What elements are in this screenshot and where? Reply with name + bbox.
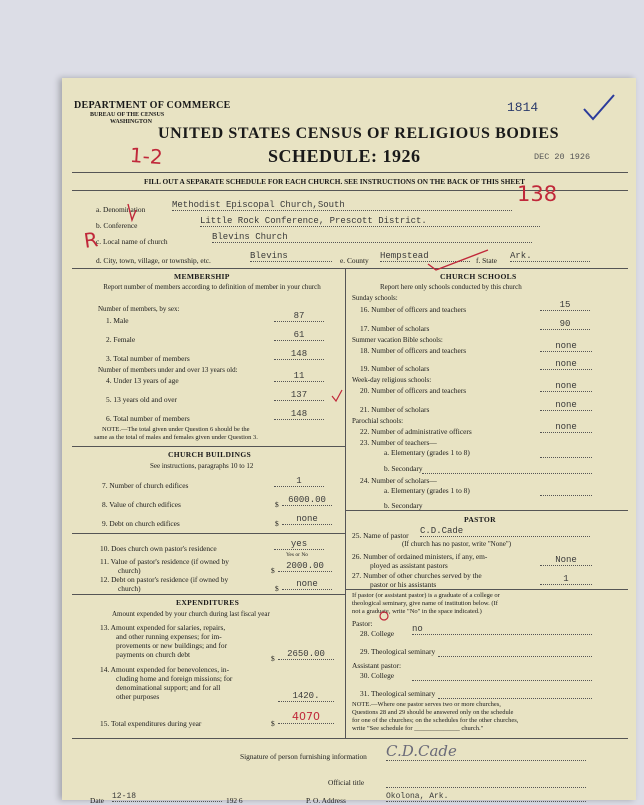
q11-value: 2000.00 <box>278 561 332 572</box>
q28-value: no <box>412 624 592 635</box>
date-value: 12-18 <box>112 792 222 802</box>
q23b-label: b. Secondary <box>384 464 423 473</box>
check-mark-icon <box>582 93 616 123</box>
pastor-heading: PASTOR <box>464 515 496 524</box>
q12-label-a: 12. Debt on pastor's residence (if owned by <box>100 575 229 584</box>
po-address-value: Okolona, Ark. <box>386 792 586 802</box>
q24a-label: a. Elementary (grades 1 to 8) <box>384 486 470 495</box>
membership-note-2: same as the total of males and females given under Question 3. <box>94 434 258 441</box>
conference-value: Little Rock Conference, Prescott District. <box>200 216 540 227</box>
membership-heading: MEMBERSHIP <box>174 272 230 281</box>
q26-label-a: 26. Number of ordained ministers, if any, em- <box>352 552 488 561</box>
q23a-blank <box>540 450 592 458</box>
buildings-sub: See instructions, paragraphs 10 to 12 <box>150 462 254 470</box>
q16-value: 15 <box>540 300 590 311</box>
assistant-label: Assistant pastor: <box>352 661 402 670</box>
q6-value: 148 <box>274 409 324 420</box>
q9-dollar: $ <box>275 519 279 528</box>
yes-no-caption: Yes or No <box>286 552 309 558</box>
q21-value: none <box>540 400 592 411</box>
city-town-value: Blevins <box>250 251 332 262</box>
q4-value: 11 <box>274 371 324 382</box>
local-name-label: c. Local name of church <box>96 237 168 246</box>
q2-label: 2. Female <box>106 335 136 344</box>
q17-value: 90 <box>540 319 590 330</box>
pastor-sub-label: Pastor: <box>352 619 373 628</box>
q14-label: 14. Amount expended for benevolences, in- cluding home and foreign missions; for denominational support; and for all other purposes <box>100 665 233 701</box>
denomination-label: a. Denomination <box>96 205 146 214</box>
q20-value: none <box>540 381 592 392</box>
q15-value: 4070 <box>278 710 334 724</box>
q23b-blank <box>422 466 592 474</box>
q10-value: yes <box>274 539 324 550</box>
state-value: Ark. <box>510 251 590 262</box>
college-note: If pastor (or assistant pastor) is a graduate of a college or theological seminary, give name of institution below. (If not a graduate, write "No" in the space indicated.) <box>352 592 500 615</box>
by-sex-label: Number of members, by sex: <box>98 305 180 313</box>
q25-value: C.D.Cade <box>420 526 590 537</box>
red-circle-mark <box>378 610 390 622</box>
q11-dollar: $ <box>271 566 275 575</box>
q24-label: 24. Number of scholars— <box>360 476 437 485</box>
red-mark: 1-2 <box>129 142 164 170</box>
q12-label-b: church) <box>118 584 141 593</box>
q25-note: (If church has no pastor, write "None") <box>402 540 512 548</box>
q29-label: 29. Theological seminary <box>360 647 436 656</box>
q26-label-b: ployed as assistant pastors <box>370 561 448 570</box>
q9-value: none <box>282 514 332 525</box>
q1-value: 87 <box>274 311 324 322</box>
year-value: 192 6 <box>226 796 243 805</box>
q30-label: 30. College <box>360 671 395 680</box>
conference-label: b. Conference <box>96 221 138 230</box>
schedule-title: SCHEDULE: 1926 <box>268 146 421 166</box>
expenditures-heading: EXPENDITURES <box>176 598 240 607</box>
q23a-label: a. Elementary (grades 1 to 8) <box>384 448 470 457</box>
q22-value: none <box>540 422 592 433</box>
form-title: UNITED STATES CENSUS OF RELIGIOUS BODIES <box>158 125 560 142</box>
q15-label: 15. Total expenditures during year <box>100 719 202 728</box>
q19-label: 19. Number of scholars <box>360 364 430 373</box>
q16-label: 16. Number of officers and teachers <box>360 305 467 314</box>
q31-label: 31. Theological seminary <box>360 689 436 698</box>
sunday-label: Sunday schools: <box>352 294 398 302</box>
red-number: 138 <box>517 182 558 206</box>
q19-value: none <box>540 359 592 370</box>
q23-label: 23. Number of teachers— <box>360 438 437 447</box>
county-value: Hempstead <box>380 251 470 262</box>
bureau-label: BUREAU OF THE CENSUS <box>90 112 165 118</box>
q28-label: 28. College <box>360 629 395 638</box>
q11-label-b: church) <box>118 566 141 575</box>
q14-value: 1420. <box>278 691 334 702</box>
instruction-line: FILL OUT A SEPARATE SCHEDULE FOR EACH CHURCH. SEE INSTRUCTIONS ON THE BACK OF THIS SHEET <box>144 177 526 186</box>
q22-label: 22. Number of administrative officers <box>360 427 472 436</box>
q27-value: 1 <box>540 574 592 585</box>
q3-value: 148 <box>274 349 324 360</box>
q8-label: 8. Value of church edifices <box>102 500 181 509</box>
red-tick-mark <box>126 202 138 224</box>
q31-blank <box>438 691 592 699</box>
age-label: Number of members under and over 13 years old: <box>98 366 238 374</box>
q30-blank <box>412 673 592 681</box>
q21-label: 21. Number of scholars <box>360 405 430 414</box>
q15-dollar: $ <box>271 719 275 728</box>
q26-value: None <box>540 555 592 566</box>
q12-dollar: $ <box>275 584 279 593</box>
q20-label: 20. Number of officers and teachers <box>360 386 467 395</box>
dept-label: DEPARTMENT OF COMMERCE <box>74 100 231 111</box>
q5-value: 137 <box>274 390 324 401</box>
parochial-label: Parochial schools: <box>352 417 404 425</box>
expenditures-sub: Amount expended by your church during last fiscal year <box>112 610 270 618</box>
city-label: WASHINGTON <box>110 119 152 125</box>
q25-label: 25. Name of pastor <box>352 531 409 540</box>
date-stamp: DEC 20 1926 <box>534 152 591 162</box>
q24a-blank <box>540 488 592 496</box>
date-label: Date <box>90 796 104 805</box>
official-title-label: Official title <box>328 778 365 787</box>
q13-label: 13. Amount expended for salaries, repairs, and other running expenses; for im- provements or new buildings; and for payments on church debt <box>100 623 228 659</box>
q5-label: 5. 13 years old and over <box>106 395 178 404</box>
q10-label: 10. Does church own pastor's residence <box>100 544 217 553</box>
q6-label: 6. Total number of members <box>106 414 190 423</box>
q1-label: 1. Male <box>106 316 129 325</box>
q18-label: 18. Number of officers and teachers <box>360 346 467 355</box>
schools-heading: CHURCH SCHOOLS <box>440 272 517 281</box>
q27-label-a: 27. Number of other churches served by the <box>352 571 482 580</box>
red-check-mark <box>422 246 492 274</box>
q3-label: 3. Total number of members <box>106 354 190 363</box>
q4-label: 4. Under 13 years of age <box>106 376 179 385</box>
q12-value: none <box>282 579 332 590</box>
membership-note-1: NOTE.—The total given under Question 6 should be the <box>102 426 250 433</box>
q29-blank <box>438 649 592 657</box>
census-schedule-paper <box>62 78 636 805</box>
state-label: f. State <box>476 256 497 265</box>
q27-label-b: pastor or his assistants <box>370 580 437 589</box>
po-address-label: P. O. Address <box>306 796 346 805</box>
buildings-heading: CHURCH BUILDINGS <box>168 450 252 459</box>
q9-label: 9. Debt on church edifices <box>102 519 180 528</box>
q13-value: 2650.00 <box>278 649 334 660</box>
pastor-note: NOTE.—Where one pastor serves two or more churches, Questions 28 and 29 should be answered only on the schedule for one of the churches; on the schedules for the other churches, write "See schedule for ______________ church." <box>352 701 519 732</box>
serial-number: 1814 <box>507 100 539 115</box>
q18-value: none <box>540 341 592 352</box>
q13-dollar: $ <box>271 654 275 663</box>
q8-value: 6000.00 <box>282 495 332 506</box>
q7-label: 7. Number of church edifices <box>102 481 189 490</box>
membership-intro: Report number of members according to definition of member in your church <box>103 283 321 291</box>
red-r-mark: R <box>82 227 100 253</box>
q11-label-a: 11. Value of pastor's residence (if owned by <box>100 557 229 566</box>
local-name-value: Blevins Church <box>212 232 532 243</box>
q7-value: 1 <box>274 476 324 487</box>
signature-value: C.D.Cade <box>386 742 586 761</box>
q24b-label: b. Secondary <box>384 501 423 510</box>
official-title-blank <box>386 780 586 788</box>
q17-label: 17. Number of scholars <box>360 324 430 333</box>
summer-label: Summer vacation Bible schools: <box>352 336 443 344</box>
q8-dollar: $ <box>275 500 279 509</box>
county-label: e. County <box>340 256 369 265</box>
schools-intro: Report here only schools conducted by this church <box>380 283 522 291</box>
red-tick-mark-2 <box>330 388 344 404</box>
signature-label: Signature of person furnishing information <box>240 752 367 761</box>
weekday-label: Week-day religious schools: <box>352 376 432 384</box>
city-town-label: d. City, town, village, or township, etc. <box>96 256 211 265</box>
denomination-value: Methodist Episcopal Church,South <box>172 200 512 211</box>
q2-value: 61 <box>274 330 324 341</box>
